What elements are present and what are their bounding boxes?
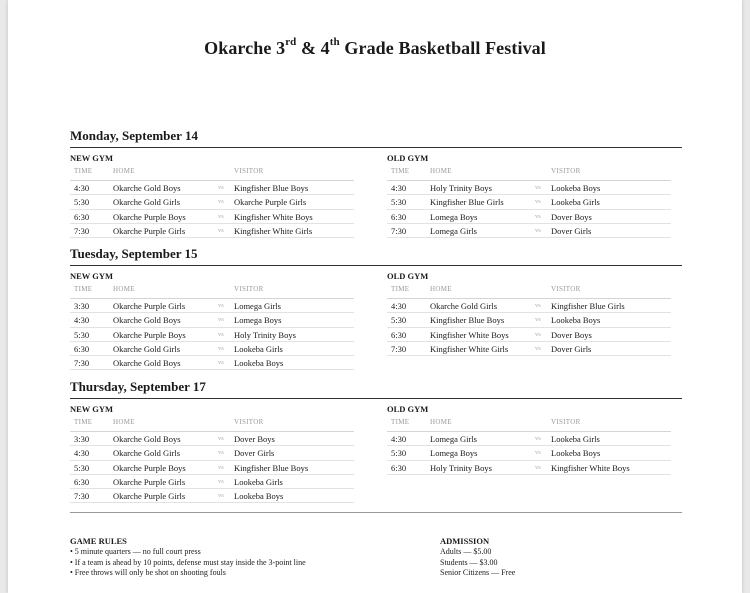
home-team: Okarche Purple Girls: [113, 225, 186, 236]
vs-label: vs: [218, 359, 224, 367]
admission-item: Adults — $5.00: [440, 547, 492, 556]
time-column-header: TIME: [391, 167, 410, 175]
game-time: 4:30: [74, 183, 90, 193]
visitor-team: Okarche Purple Girls: [234, 197, 307, 208]
visitor-team: Holy Trinity Boys: [234, 329, 296, 340]
vs-label: vs: [218, 449, 224, 457]
home-team: Okarche Gold Boys: [113, 183, 181, 193]
home-team: Okarche Purple Girls: [113, 301, 186, 311]
spacer: [535, 418, 551, 431]
day-heading: Monday, September 14: [70, 128, 682, 148]
day-heading: Tuesday, September 15: [70, 246, 682, 266]
table-row: [70, 210, 354, 224]
game-time: 5:30: [391, 197, 407, 208]
visitor-column-header: VISITOR: [234, 167, 264, 175]
game-rules-heading: GAME RULES: [70, 536, 127, 546]
table-row: [70, 299, 354, 313]
visitor-team: Lookeba Girls: [234, 343, 283, 354]
time-column-header: TIME: [74, 418, 93, 426]
game-time: 5:30: [74, 197, 90, 208]
new-gym-table: [70, 271, 354, 370]
time-column-header: TIME: [391, 418, 410, 426]
visitor-team: Kingfisher Blue Boys: [234, 183, 309, 193]
home-team: Lomega Boys: [430, 448, 478, 459]
home-team: Kingfisher White Boys: [430, 329, 509, 340]
table-row: [70, 475, 354, 489]
vs-label: vs: [218, 184, 224, 191]
table-row: [387, 342, 671, 356]
time-column-header: TIME: [74, 167, 93, 175]
game-time: 4:30: [391, 434, 407, 444]
new-gym-table: [70, 153, 354, 238]
table-row: [70, 313, 354, 327]
vs-label: vs: [535, 184, 541, 191]
home-team: Okarche Gold Girls: [113, 448, 181, 459]
gym-label: OLD GYM: [387, 153, 429, 163]
rule-item: • Free throws will only be shot on shooting fouls: [70, 568, 226, 577]
vs-label: vs: [535, 302, 541, 309]
admission-heading: ADMISSION: [440, 536, 490, 546]
table-row: [70, 181, 354, 195]
visitor-team: Lookeba Girls: [551, 197, 600, 208]
gym-label: NEW GYM: [70, 271, 114, 281]
table-row: [70, 328, 354, 342]
spacer: [535, 167, 551, 180]
visitor-team: Lookeba Girls: [551, 434, 600, 444]
game-time: 7:30: [74, 491, 90, 502]
column-headers: [387, 418, 671, 432]
home-team: Lomega Girls: [430, 225, 477, 236]
visitor-team: Lookeba Boys: [551, 448, 601, 459]
time-column-header: TIME: [391, 285, 410, 293]
old-gym-table: [387, 153, 671, 238]
home-team: Okarche Purple Boys: [113, 329, 186, 340]
table-row: [387, 446, 671, 460]
visitor-column-header: VISITOR: [551, 285, 581, 293]
visitor-team: Kingfisher White Boys: [234, 211, 313, 222]
old-gym-table: [387, 404, 671, 475]
vs-label: vs: [535, 344, 541, 352]
document-page: [8, 0, 742, 593]
spacer: [535, 285, 551, 298]
vs-label: vs: [218, 212, 224, 220]
visitor-team: Lookeba Boys: [234, 491, 284, 502]
spacer: [218, 418, 234, 431]
home-team: Okarche Purple Girls: [113, 491, 186, 502]
visitor-team: Kingfisher Blue Boys: [234, 462, 309, 473]
game-time: 7:30: [74, 358, 90, 369]
game-time: 6:30: [74, 476, 90, 487]
vs-label: vs: [535, 463, 541, 471]
vs-label: vs: [535, 212, 541, 220]
home-team: Kingfisher White Girls: [430, 343, 509, 354]
home-team: Okarche Gold Boys: [113, 434, 181, 444]
home-column-header: HOME: [113, 167, 135, 175]
old-gym-table: [387, 271, 671, 356]
table-row: [70, 224, 354, 238]
game-time: 6:30: [74, 343, 90, 354]
table-row: [70, 461, 354, 475]
table-row: [387, 432, 671, 446]
home-column-header: HOME: [430, 285, 452, 293]
day-section: [70, 246, 682, 369]
home-team: Kingfisher Blue Boys: [430, 315, 505, 326]
column-headers: [70, 418, 354, 432]
table-row: [387, 299, 671, 313]
table-row: [70, 489, 354, 503]
home-team: Okarche Gold Girls: [113, 197, 181, 208]
visitor-column-header: VISITOR: [551, 418, 581, 426]
gym-label: NEW GYM: [70, 404, 114, 414]
home-team: Holy Trinity Boys: [430, 462, 492, 473]
home-team: Okarche Purple Girls: [113, 476, 186, 487]
spacer: [218, 285, 234, 298]
vs-label: vs: [218, 226, 224, 234]
day-section: [70, 379, 682, 502]
home-team: Lomega Boys: [430, 211, 478, 222]
game-rules: [70, 536, 410, 579]
admission-item: Senior Citizens — Free: [440, 568, 516, 577]
vs-label: vs: [218, 198, 224, 206]
spacer: [218, 167, 234, 180]
visitor-team: Lookeba Girls: [234, 476, 283, 487]
vs-label: vs: [535, 198, 541, 206]
table-row: [70, 342, 354, 356]
vs-label: vs: [218, 344, 224, 352]
gym-label: NEW GYM: [70, 153, 114, 163]
home-team: Okarche Gold Girls: [113, 343, 181, 354]
visitor-team: Lomega Girls: [234, 301, 281, 311]
visitor-team: Lookeba Boys: [234, 358, 284, 369]
home-column-header: HOME: [430, 418, 452, 426]
vs-label: vs: [535, 435, 541, 442]
visitor-team: Kingfisher Blue Girls: [551, 301, 625, 311]
visitor-column-header: VISITOR: [234, 285, 264, 293]
table-row: [387, 181, 671, 195]
table-row: [387, 328, 671, 342]
game-time: 5:30: [391, 315, 407, 326]
vs-label: vs: [218, 492, 224, 500]
game-time: 5:30: [391, 448, 407, 459]
game-time: 7:30: [391, 225, 407, 236]
rule-item: • If a team is ahead by 10 points, defense must stay inside the 3-point line: [70, 557, 306, 567]
visitor-team: Lookeba Boys: [551, 315, 601, 326]
vs-label: vs: [218, 477, 224, 485]
vs-label: vs: [218, 435, 224, 442]
visitor-team: Dover Boys: [234, 434, 275, 444]
home-column-header: HOME: [113, 418, 135, 426]
admission: [440, 536, 640, 579]
visitor-team: Dover Girls: [551, 225, 592, 236]
game-time: 3:30: [74, 434, 90, 444]
table-row: [70, 356, 354, 370]
home-team: Kingfisher Blue Girls: [430, 197, 504, 208]
column-headers: [70, 167, 354, 181]
table-row: [387, 224, 671, 238]
game-time: 4:30: [391, 183, 407, 193]
new-gym-table: [70, 404, 354, 503]
column-headers: [387, 285, 671, 299]
home-team: Okarche Purple Boys: [113, 211, 186, 222]
game-time: 6:30: [74, 211, 90, 222]
home-team: Okarche Gold Boys: [113, 358, 181, 369]
home-team: Okarche Gold Boys: [113, 315, 181, 326]
table-row: [70, 446, 354, 460]
visitor-team: Dover Girls: [551, 343, 592, 354]
visitor-team: Kingfisher White Girls: [234, 225, 313, 236]
day-heading: Thursday, September 17: [70, 379, 682, 399]
vs-label: vs: [535, 316, 541, 324]
visitor-column-header: VISITOR: [234, 418, 264, 426]
table-row: [387, 210, 671, 224]
game-time: 6:30: [391, 329, 407, 340]
gym-label: OLD GYM: [387, 404, 429, 414]
visitor-team: Dover Boys: [551, 211, 592, 222]
day-section: [70, 128, 682, 236]
vs-label: vs: [218, 316, 224, 324]
game-time: 7:30: [391, 343, 407, 354]
visitor-team: Lookeba Boys: [551, 183, 601, 193]
game-time: 4:30: [74, 448, 90, 459]
home-team: Lomega Girls: [430, 434, 477, 444]
vs-label: vs: [218, 302, 224, 309]
table-row: [387, 313, 671, 327]
divider: [70, 512, 682, 513]
table-row: [70, 195, 354, 209]
rule-item: • 5 minute quarters — no full court press: [70, 547, 201, 556]
column-headers: [387, 167, 671, 181]
visitor-team: Lomega Boys: [234, 315, 282, 326]
game-time: 7:30: [74, 225, 90, 236]
visitor-column-header: VISITOR: [551, 167, 581, 175]
table-row: [70, 432, 354, 446]
game-time: 4:30: [74, 315, 90, 326]
home-team: Okarche Purple Boys: [113, 462, 186, 473]
gym-label: OLD GYM: [387, 271, 429, 281]
game-time: 6:30: [391, 462, 407, 473]
vs-label: vs: [218, 463, 224, 471]
visitor-team: Dover Girls: [234, 448, 275, 459]
vs-label: vs: [535, 226, 541, 234]
home-column-header: HOME: [430, 167, 452, 175]
home-column-header: HOME: [113, 285, 135, 293]
visitor-team: Kingfisher White Boys: [551, 462, 630, 473]
game-time: 3:30: [74, 301, 90, 311]
game-time: 5:30: [74, 329, 90, 340]
vs-label: vs: [218, 330, 224, 338]
game-time: 5:30: [74, 462, 90, 473]
game-time: 6:30: [391, 211, 407, 222]
column-headers: [70, 285, 354, 299]
home-team: Holy Trinity Boys: [430, 183, 492, 193]
table-row: [387, 195, 671, 209]
time-column-header: TIME: [74, 285, 93, 293]
page-title: Okarche 3rd & 4th Grade Basketball Festival: [204, 36, 546, 58]
home-team: Okarche Gold Girls: [430, 301, 498, 311]
vs-label: vs: [535, 330, 541, 338]
vs-label: vs: [535, 449, 541, 457]
visitor-team: Dover Boys: [551, 329, 592, 340]
admission-item: Students — $3.00: [440, 557, 498, 567]
game-time: 4:30: [391, 301, 407, 311]
table-row: [387, 461, 671, 475]
